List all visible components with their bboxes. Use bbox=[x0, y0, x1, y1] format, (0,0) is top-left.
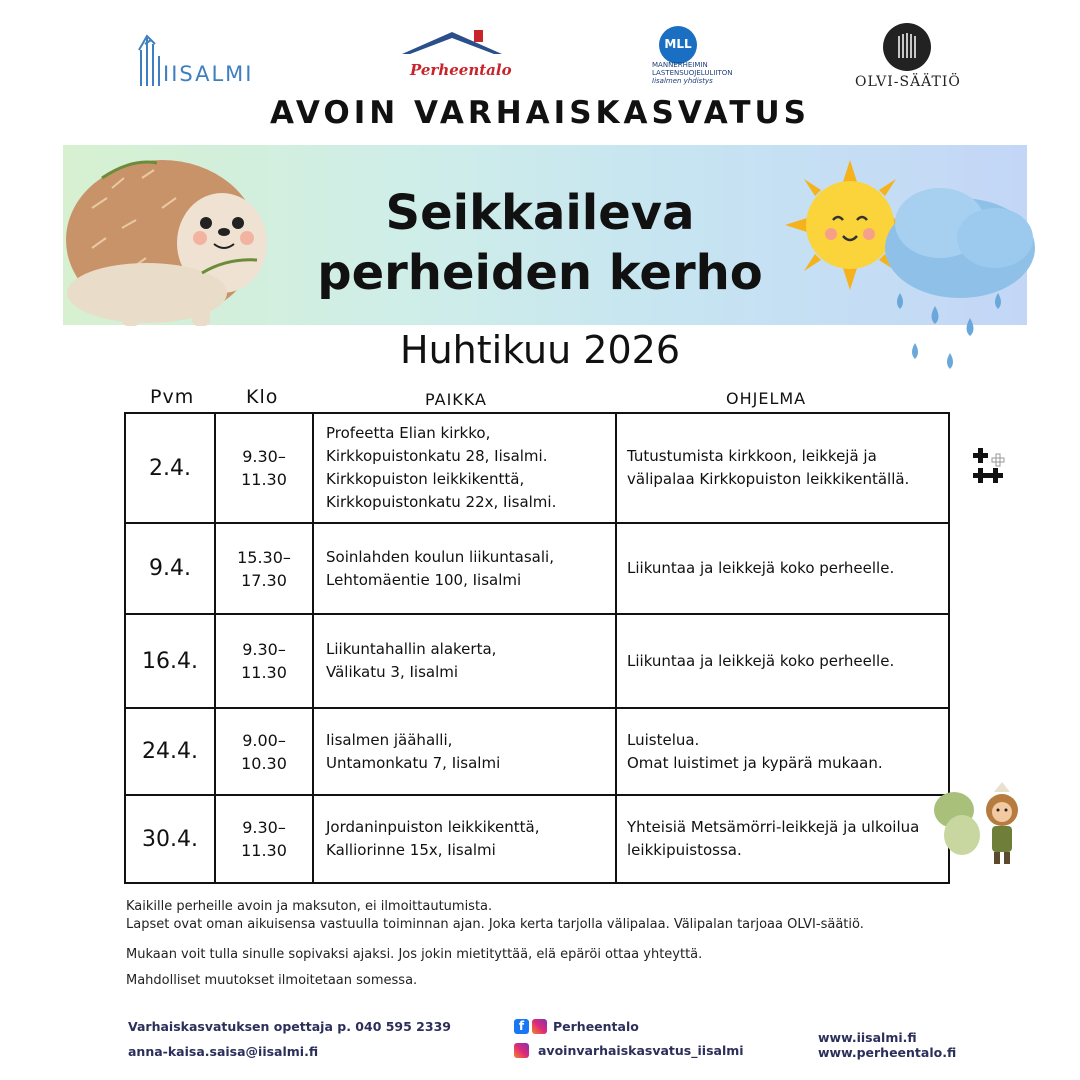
iisalmi-emblem-icon bbox=[135, 30, 165, 88]
table-row bbox=[126, 524, 948, 615]
row-place: Jordaninpuiston leikkikenttä, Kalliorinne 15x, Iisalmi bbox=[314, 796, 617, 882]
row-program: Liikuntaa ja leikkejä koko perheelle. bbox=[627, 559, 895, 577]
schedule-table bbox=[124, 412, 950, 884]
column-header-time: Klo bbox=[246, 386, 279, 408]
perheentalo-logo bbox=[398, 28, 512, 88]
row-date: 2.4. bbox=[126, 414, 216, 522]
row-time: 9.00– 10.30 bbox=[216, 709, 314, 794]
row-place: Soinlahden koulun liikuntasali, Lehtomäentie 100, Iisalmi bbox=[314, 524, 617, 613]
info-paragraph-3: Mahdolliset muutokset ilmoitetaan somessa. bbox=[126, 973, 418, 988]
table-row bbox=[126, 414, 948, 524]
contact-phone: Varhaiskasvatuksen opettaja p. 040 595 2339 bbox=[128, 1019, 451, 1034]
info-paragraph-1: Kaikille perheille avoin ja maksuton, ei ilmoittautumista. Lapset ovat oman aikuisensa vastuulla toiminnan ajan. Joka kerta tarjolla välipalaa. Välipalan tarjoaa OLVI-säätiö. bbox=[126, 899, 864, 932]
banner-title-line2: perheiden kerho bbox=[317, 245, 763, 301]
olvi-logo bbox=[850, 22, 965, 97]
page-title: AVOIN VARHAISKASVATUS bbox=[270, 95, 810, 131]
row-date: 24.4. bbox=[126, 709, 216, 794]
social-instagram[interactable] bbox=[514, 1043, 744, 1058]
row-place: Liikuntahallin alakerta, Välikatu 3, Iisalmi bbox=[314, 615, 617, 707]
banner-title-line1: Seikkaileva bbox=[385, 185, 695, 241]
row-program: Liikuntaa ja leikkejä koko perheelle. bbox=[627, 651, 895, 670]
website-iisalmi[interactable]: www.iisalmi.fi bbox=[818, 1030, 917, 1045]
row-program: Luistelua. Omat luistimet ja kypärä mukaan. bbox=[627, 730, 883, 772]
row-program: Tutustumista kirkkoon, leikkejä ja välipalaa Kirkkopuiston leikkikentällä. bbox=[627, 447, 910, 488]
social-perheentalo-label: Perheentalo bbox=[553, 1019, 639, 1034]
info-paragraph-2: Mukaan voit tulla sinulle sopivaksi ajaksi. Jos jokin mietityttää, elä epäröi ottaa yhteyttä. bbox=[126, 947, 703, 962]
row-time: 9.30– 11.30 bbox=[216, 796, 314, 882]
row-time: 9.30– 11.30 bbox=[216, 615, 314, 707]
column-header-place: PAIKKA bbox=[425, 390, 487, 409]
row-time: 15.30– 17.30 bbox=[216, 524, 314, 613]
olvi-logo-text: OLVI-SÄÄTIÖ bbox=[855, 74, 961, 90]
instagram-icon bbox=[532, 1019, 547, 1034]
row-place: Profeetta Elian kirkko, Kirkkopuistonkatu 28, Iisalmi. Kirkkopuiston leikkikenttä, Kirkkopuistonkatu 22x, Iisalmi. bbox=[314, 414, 617, 522]
contact-email[interactable]: anna-kaisa.saisa@iisalmi.fi bbox=[128, 1044, 319, 1059]
iisalmi-logo-text: IISALMI bbox=[163, 62, 254, 86]
row-date: 16.4. bbox=[126, 615, 216, 707]
row-program: Yhteisiä Metsämörri-leikkejä ja ulkoilua leikkipuistossa. bbox=[627, 818, 920, 859]
olvi-emblem-icon bbox=[882, 22, 932, 72]
row-place: Iisalmen jäähalli, Untamonkatu 7, Iisalmi bbox=[314, 709, 617, 794]
table-row bbox=[126, 796, 948, 882]
row-date: 9.4. bbox=[126, 524, 216, 613]
mll-abbr: MLL bbox=[664, 37, 692, 51]
iisalmi-logo bbox=[135, 30, 270, 90]
row-time: 9.30– 11.30 bbox=[216, 414, 314, 522]
social-perheentalo[interactable] bbox=[514, 1019, 639, 1034]
instagram-icon bbox=[514, 1043, 529, 1058]
crosses-icon bbox=[970, 446, 1008, 486]
facebook-icon: f bbox=[514, 1019, 529, 1034]
mll-logo bbox=[640, 25, 740, 95]
banner-title bbox=[250, 183, 830, 303]
table-row bbox=[126, 709, 948, 796]
website-perheentalo[interactable]: www.perheentalo.fi bbox=[818, 1045, 957, 1060]
month-heading: Huhtikuu 2026 bbox=[400, 328, 680, 372]
column-header-program: OHJELMA bbox=[726, 389, 807, 408]
hedgehog-icon bbox=[62, 148, 272, 328]
row-date: 30.4. bbox=[126, 796, 216, 882]
social-instagram-label: avoinvarhaiskasvatus_iisalmi bbox=[538, 1043, 744, 1058]
perheentalo-logo-text: Perheentalo bbox=[410, 61, 512, 79]
rain-cloud-icon bbox=[880, 178, 1040, 388]
forest-gnome-icon bbox=[932, 780, 1032, 870]
table-row bbox=[126, 615, 948, 709]
mll-logo-text: MANNERHEIMIN LASTENSUOJELULIITON Iisalmen yhdistys bbox=[652, 61, 733, 85]
column-header-date: Pvm bbox=[150, 386, 195, 408]
